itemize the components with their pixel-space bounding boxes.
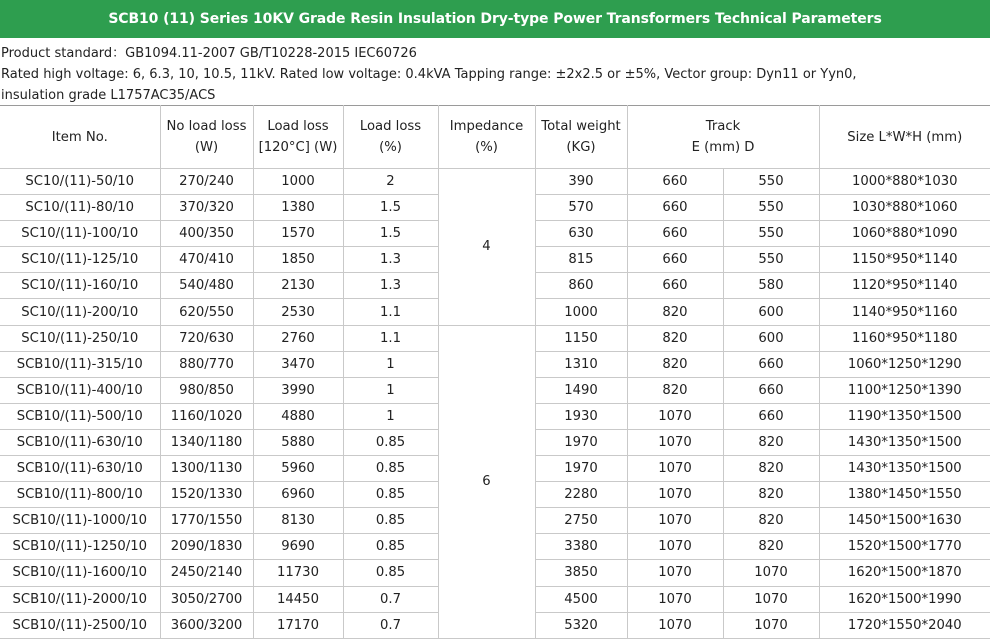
total-weight-cell: 2280 [535,482,627,508]
track-d-cell: 1070 [723,586,819,612]
load-loss-pct-cell: 0.85 [343,429,438,455]
total-weight-cell: 5320 [535,612,627,638]
no-load-loss-cell: 720/630 [160,325,253,351]
size-cell: 1430*1350*1500 [819,429,990,455]
no-load-loss-cell: 370/320 [160,195,253,221]
load-loss-w-cell: 4880 [253,403,343,429]
track-d-cell: 600 [723,325,819,351]
load-loss-pct-cell: 1.3 [343,247,438,273]
total-weight-cell: 860 [535,273,627,299]
size-cell: 1060*880*1090 [819,221,990,247]
header-load-loss-w: Load loss [120°C] (W) [253,106,343,169]
item-no-cell: SC10/(11)-250/10 [0,325,160,351]
track-d-cell: 1070 [723,612,819,638]
load-loss-pct-cell: 2 [343,169,438,195]
size-cell: 1190*1350*1500 [819,403,990,429]
size-cell: 1380*1450*1550 [819,482,990,508]
load-loss-pct-cell: 1 [343,351,438,377]
load-loss-w-cell: 2130 [253,273,343,299]
size-cell: 1140*950*1160 [819,299,990,325]
total-weight-cell: 1490 [535,377,627,403]
track-e-cell: 1070 [627,403,723,429]
load-loss-pct-cell: 0.85 [343,508,438,534]
item-no-cell: SCB10/(11)-2500/10 [0,612,160,638]
no-load-loss-cell: 980/850 [160,377,253,403]
total-weight-cell: 1970 [535,456,627,482]
size-cell: 1150*950*1140 [819,247,990,273]
load-loss-pct-cell: 1 [343,377,438,403]
track-e-cell: 660 [627,247,723,273]
total-weight-cell: 4500 [535,586,627,612]
load-loss-w-cell: 9690 [253,534,343,560]
parameters-table [0,105,990,639]
track-e-cell: 1070 [627,586,723,612]
size-cell: 1000*880*1030 [819,169,990,195]
track-e-cell: 660 [627,169,723,195]
size-cell: 1520*1500*1770 [819,534,990,560]
impedance-cell: 6 [438,325,535,638]
no-load-loss-cell: 2090/1830 [160,534,253,560]
header-impedance: Impedance (%) [438,106,535,169]
header-size: Size L*W*H (mm) [819,106,990,169]
load-loss-pct-cell: 1.1 [343,299,438,325]
product-info [0,38,990,105]
item-no-cell: SC10/(11)-50/10 [0,169,160,195]
total-weight-cell: 815 [535,247,627,273]
load-loss-pct-cell: 1 [343,403,438,429]
item-no-cell: SCB10/(11)-500/10 [0,403,160,429]
load-loss-w-cell: 14450 [253,586,343,612]
track-d-cell: 820 [723,534,819,560]
item-no-cell: SCB10/(11)-315/10 [0,351,160,377]
track-e-cell: 660 [627,273,723,299]
no-load-loss-cell: 1160/1020 [160,403,253,429]
no-load-loss-cell: 540/480 [160,273,253,299]
item-no-cell: SCB10/(11)-400/10 [0,377,160,403]
no-load-loss-cell: 2450/2140 [160,560,253,586]
track-d-cell: 820 [723,456,819,482]
no-load-loss-cell: 880/770 [160,351,253,377]
item-no-cell: SCB10/(11)-1600/10 [0,560,160,586]
track-e-cell: 1070 [627,508,723,534]
no-load-loss-cell: 1520/1330 [160,482,253,508]
track-d-cell: 820 [723,482,819,508]
track-d-cell: 660 [723,403,819,429]
load-loss-pct-cell: 1.3 [343,273,438,299]
size-cell: 1060*1250*1290 [819,351,990,377]
track-e-cell: 1070 [627,560,723,586]
header-track: Track E (mm) D [627,106,819,169]
item-no-cell: SC10/(11)-100/10 [0,221,160,247]
load-loss-pct-cell: 0.7 [343,612,438,638]
track-e-cell: 1070 [627,429,723,455]
load-loss-pct-cell: 0.85 [343,534,438,560]
track-e-cell: 1070 [627,482,723,508]
load-loss-pct-cell: 1.5 [343,195,438,221]
track-d-cell: 550 [723,195,819,221]
track-d-cell: 820 [723,508,819,534]
track-e-cell: 820 [627,299,723,325]
load-loss-w-cell: 2760 [253,325,343,351]
no-load-loss-cell: 1770/1550 [160,508,253,534]
track-e-cell: 1070 [627,456,723,482]
total-weight-cell: 1930 [535,403,627,429]
no-load-loss-cell: 400/350 [160,221,253,247]
header-total-weight: Total weight (KG) [535,106,627,169]
no-load-loss-cell: 1300/1130 [160,456,253,482]
track-d-cell: 580 [723,273,819,299]
track-e-cell: 660 [627,221,723,247]
load-loss-pct-cell: 0.85 [343,456,438,482]
insulation-grade-text: insulation grade L1757AC35/ACS [1,88,216,103]
track-e-cell: 1070 [627,534,723,560]
item-no-cell: SCB10/(11)-1250/10 [0,534,160,560]
total-weight-cell: 630 [535,221,627,247]
track-d-cell: 660 [723,377,819,403]
item-no-cell: SCB10/(11)-1000/10 [0,508,160,534]
load-loss-w-cell: 2530 [253,299,343,325]
size-cell: 1120*950*1140 [819,273,990,299]
load-loss-w-cell: 17170 [253,612,343,638]
track-d-cell: 660 [723,351,819,377]
track-e-cell: 660 [627,195,723,221]
load-loss-w-cell: 8130 [253,508,343,534]
load-loss-w-cell: 1570 [253,221,343,247]
size-cell: 1620*1500*1870 [819,560,990,586]
load-loss-pct-cell: 0.85 [343,482,438,508]
table-body [0,169,990,639]
total-weight-cell: 3850 [535,560,627,586]
total-weight-cell: 2750 [535,508,627,534]
header-item-no: Item No. [0,106,160,169]
item-no-cell: SCB10/(11)-630/10 [0,456,160,482]
total-weight-cell: 1150 [535,325,627,351]
total-weight-cell: 1970 [535,429,627,455]
table-header-row [0,106,990,169]
total-weight-cell: 390 [535,169,627,195]
rated-voltage-text: Rated high voltage: 6, 6.3, 10, 10.5, 11kV. Rated low voltage: 0.4kVA Tapping range: ±2x2.5 or ±5%, Vector group: Dyn11 or Yyn0, [1,67,857,82]
size-cell: 1620*1500*1990 [819,586,990,612]
size-cell: 1450*1500*1630 [819,508,990,534]
load-loss-pct-cell: 1.5 [343,221,438,247]
track-d-cell: 550 [723,247,819,273]
track-d-cell: 820 [723,429,819,455]
load-loss-w-cell: 11730 [253,560,343,586]
no-load-loss-cell: 3600/3200 [160,612,253,638]
product-standard-text: Product standard：GB1094.11-2007 GB/T10228-2015 IEC60726 [1,46,417,61]
item-no-cell: SCB10/(11)-2000/10 [0,586,160,612]
total-weight-cell: 3380 [535,534,627,560]
load-loss-pct-cell: 0.85 [343,560,438,586]
load-loss-w-cell: 3470 [253,351,343,377]
total-weight-cell: 1000 [535,299,627,325]
total-weight-cell: 570 [535,195,627,221]
item-no-cell: SC10/(11)-200/10 [0,299,160,325]
size-cell: 1720*1550*2040 [819,612,990,638]
no-load-loss-cell: 3050/2700 [160,586,253,612]
item-no-cell: SC10/(11)-160/10 [0,273,160,299]
size-cell: 1430*1350*1500 [819,456,990,482]
page-title: SCB10 (11) Series 10KV Grade Resin Insulation Dry-type Power Transformers Technical Parameters [0,0,990,38]
item-no-cell: SCB10/(11)-800/10 [0,482,160,508]
no-load-loss-cell: 270/240 [160,169,253,195]
track-e-cell: 820 [627,325,723,351]
track-e-cell: 1070 [627,612,723,638]
table-row [0,325,990,351]
load-loss-w-cell: 1000 [253,169,343,195]
impedance-cell: 4 [438,169,535,326]
table-row [0,169,990,195]
total-weight-cell: 1310 [535,351,627,377]
no-load-loss-cell: 620/550 [160,299,253,325]
size-cell: 1160*950*1180 [819,325,990,351]
load-loss-w-cell: 5880 [253,429,343,455]
track-d-cell: 550 [723,221,819,247]
load-loss-w-cell: 3990 [253,377,343,403]
no-load-loss-cell: 1340/1180 [160,429,253,455]
track-d-cell: 600 [723,299,819,325]
item-no-cell: SC10/(11)-80/10 [0,195,160,221]
track-d-cell: 550 [723,169,819,195]
track-d-cell: 1070 [723,560,819,586]
header-no-load-loss: No load loss (W) [160,106,253,169]
load-loss-w-cell: 6960 [253,482,343,508]
size-cell: 1030*880*1060 [819,195,990,221]
track-e-cell: 820 [627,351,723,377]
item-no-cell: SCB10/(11)-630/10 [0,429,160,455]
item-no-cell: SC10/(11)-125/10 [0,247,160,273]
load-loss-w-cell: 1380 [253,195,343,221]
no-load-loss-cell: 470/410 [160,247,253,273]
track-e-cell: 820 [627,377,723,403]
size-cell: 1100*1250*1390 [819,377,990,403]
load-loss-pct-cell: 1.1 [343,325,438,351]
load-loss-pct-cell: 0.7 [343,586,438,612]
header-load-loss-pct: Load loss (%) [343,106,438,169]
load-loss-w-cell: 1850 [253,247,343,273]
load-loss-w-cell: 5960 [253,456,343,482]
